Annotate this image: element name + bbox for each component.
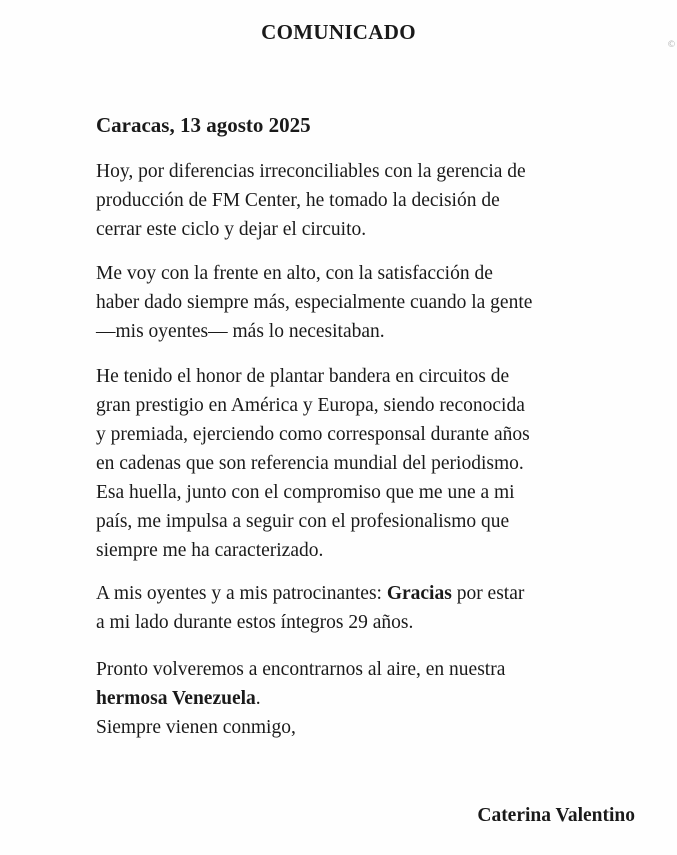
paragraph-2-line-2: haber dado siempre más, especialmente cuando la gente bbox=[96, 292, 533, 313]
paragraph-3-line-5: Esa huella, junto con el compromiso que me une a mi bbox=[96, 482, 515, 503]
paragraph-4-line-1 bbox=[96, 579, 636, 608]
paragraph-3-line-2: gran prestigio en América y Europa, siendo reconocida bbox=[96, 395, 525, 416]
paragraph-3-line-3: y premiada, ejerciendo como corresponsal durante años bbox=[96, 424, 530, 445]
paragraph-1-line-3: cerrar este ciclo y dejar el circuito. bbox=[96, 219, 367, 240]
paragraph-5-line-2-suffix: . bbox=[255, 688, 261, 709]
signature: Caterina Valentino bbox=[477, 805, 635, 826]
paragraph-1-line-1: Hoy, por diferencias irreconciliables con la gerencia de bbox=[96, 161, 526, 182]
paragraph-2-line-3: —mis oyentes— más lo necesitaban. bbox=[96, 321, 385, 342]
paragraph-5-line-1: Pronto volveremos a encontrarnos al aire, en nuestra bbox=[96, 659, 506, 680]
paragraph-2-line-1: Me voy con la frente en alto, con la satisfacción de bbox=[96, 263, 493, 284]
document-title: COMUNICADO bbox=[261, 20, 416, 44]
scan-artifact-icon: © bbox=[667, 40, 676, 50]
paragraph-3-line-4: en cadenas que son referencia mundial del periodismo. bbox=[96, 453, 524, 474]
paragraph-4-suffix: por estar bbox=[451, 583, 525, 604]
paragraph-5-line-3: Siempre vienen conmigo, bbox=[96, 717, 296, 738]
paragraph-4 bbox=[96, 579, 636, 637]
paragraph-1-line-2: producción de FM Center, he tomado la decisión de bbox=[96, 190, 500, 211]
paragraph-1 bbox=[96, 157, 636, 244]
document-date: Caracas, 13 agosto 2025 bbox=[96, 113, 311, 137]
paragraph-3-line-7: siempre me ha caracterizado. bbox=[96, 540, 324, 561]
paragraph-4-line-2: a mi lado durante estos íntegros 29 años. bbox=[96, 612, 414, 633]
paragraph-3-line-1: He tenido el honor de plantar bandera en circuitos de bbox=[96, 366, 510, 387]
paragraph-5-line-2 bbox=[96, 684, 636, 713]
paragraph-5 bbox=[96, 655, 636, 742]
paragraph-3-line-6: país, me impulsa a seguir con el profesionalismo que bbox=[96, 511, 510, 532]
paragraph-3 bbox=[96, 362, 636, 565]
paragraph-2 bbox=[96, 259, 636, 346]
venezuela-emphasis: hermosa Venezuela bbox=[96, 688, 256, 709]
gracias-emphasis: Gracias bbox=[386, 583, 452, 604]
paragraph-4-prefix: A mis oyentes y a mis patrocinantes: bbox=[96, 583, 387, 604]
